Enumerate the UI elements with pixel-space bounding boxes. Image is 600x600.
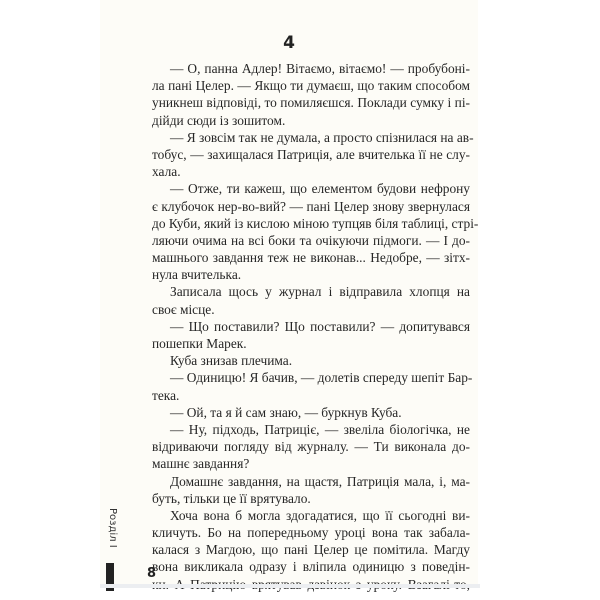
text-line: — Одиницю! Я бачив, — долетів спереду шепіт Бар- [170,370,473,386]
text-line: Хоча вона б могла здогадатися, що її сьогодні ви- [170,507,470,523]
text-line: — Я зовсім так не думала, а просто спізнилася на ав- [170,129,474,145]
paragraph [152,318,470,352]
text-line: вона викликала одразу і вліпила одиницю з поведін- [152,559,470,575]
paragraph [152,60,470,129]
chapter-number: 4 [283,33,295,53]
paragraph [152,404,470,421]
paragraph [152,421,470,473]
text-line: відриваючи погляду від журналу. — Ти виконала до- [152,439,470,455]
text-line: кличуть. Бо на попередньому уроці вона так забала- [152,525,470,541]
paragraph [152,369,473,403]
text-line: є клубочок нер-во-вий? — пані Целер знову звернулася [152,198,470,214]
text-line: буть, тільки це її врятувало. [152,490,311,506]
page-bottom-edge [100,584,480,588]
body-text [152,60,479,593]
text-line: машнє завдання? [152,456,250,472]
paragraph [152,473,470,507]
paragraph [152,129,474,181]
text-line: пошепки Марек. [152,336,247,351]
text-line: хала. [152,164,181,180]
text-line: — Ой, та я й сам знаю, — буркнув Куба. [170,404,402,420]
text-line: до Куби, який із кислою міною тупцяв біля таблиці, стрі- [152,215,479,231]
text-line: тека. [152,387,180,403]
text-line: ла пані Целер. — Якщо ти думаєш, що таким способом [152,78,470,94]
paragraph [152,180,479,283]
book-page [100,0,478,584]
paragraph [152,507,470,593]
text-line: ляючи очима на всі боки та очікуючи підмоги. — І до- [152,232,470,248]
text-line: Записала щось у журнал і відправила хлопця на [170,284,470,300]
text-line: уникнеш відповіді, то помиляєшся. Поклади сумку і пі- [152,95,470,111]
text-line: Домашнє завдання, на щастя, Патриція мала, і, ма- [170,473,470,489]
text-line: — О, панна Адлер! Вітаємо, вітаємо! — пробубоні- [170,61,470,76]
paragraph [152,352,470,369]
text-line: — Отже, ти кажеш, що елементом будови нефрону [170,181,470,197]
text-line: тобус, — захищалася Патриція, але вчителька її не слу- [152,146,470,162]
text-line: дійди сюди із зошитом. [152,112,286,128]
text-line: нула вчителька. [152,267,242,283]
text-line: — Ну, підходь, Патриціє, — звеліла біологічка, не [170,421,470,437]
paragraph [152,283,470,317]
text-line: калася з Магдою, що пані Целер це помітила. Магду [152,542,470,558]
text-line: Куба знизав плечима. [170,353,293,369]
page-number: 8 [147,566,157,581]
text-line: своє місце. [152,301,215,317]
text-line: машнього завдання теж не виконав... Недобре, — зітх- [152,250,470,266]
text-line: — Що поставили? Що поставили? — допитувався [170,318,470,334]
running-head: Розділ I [107,508,118,548]
